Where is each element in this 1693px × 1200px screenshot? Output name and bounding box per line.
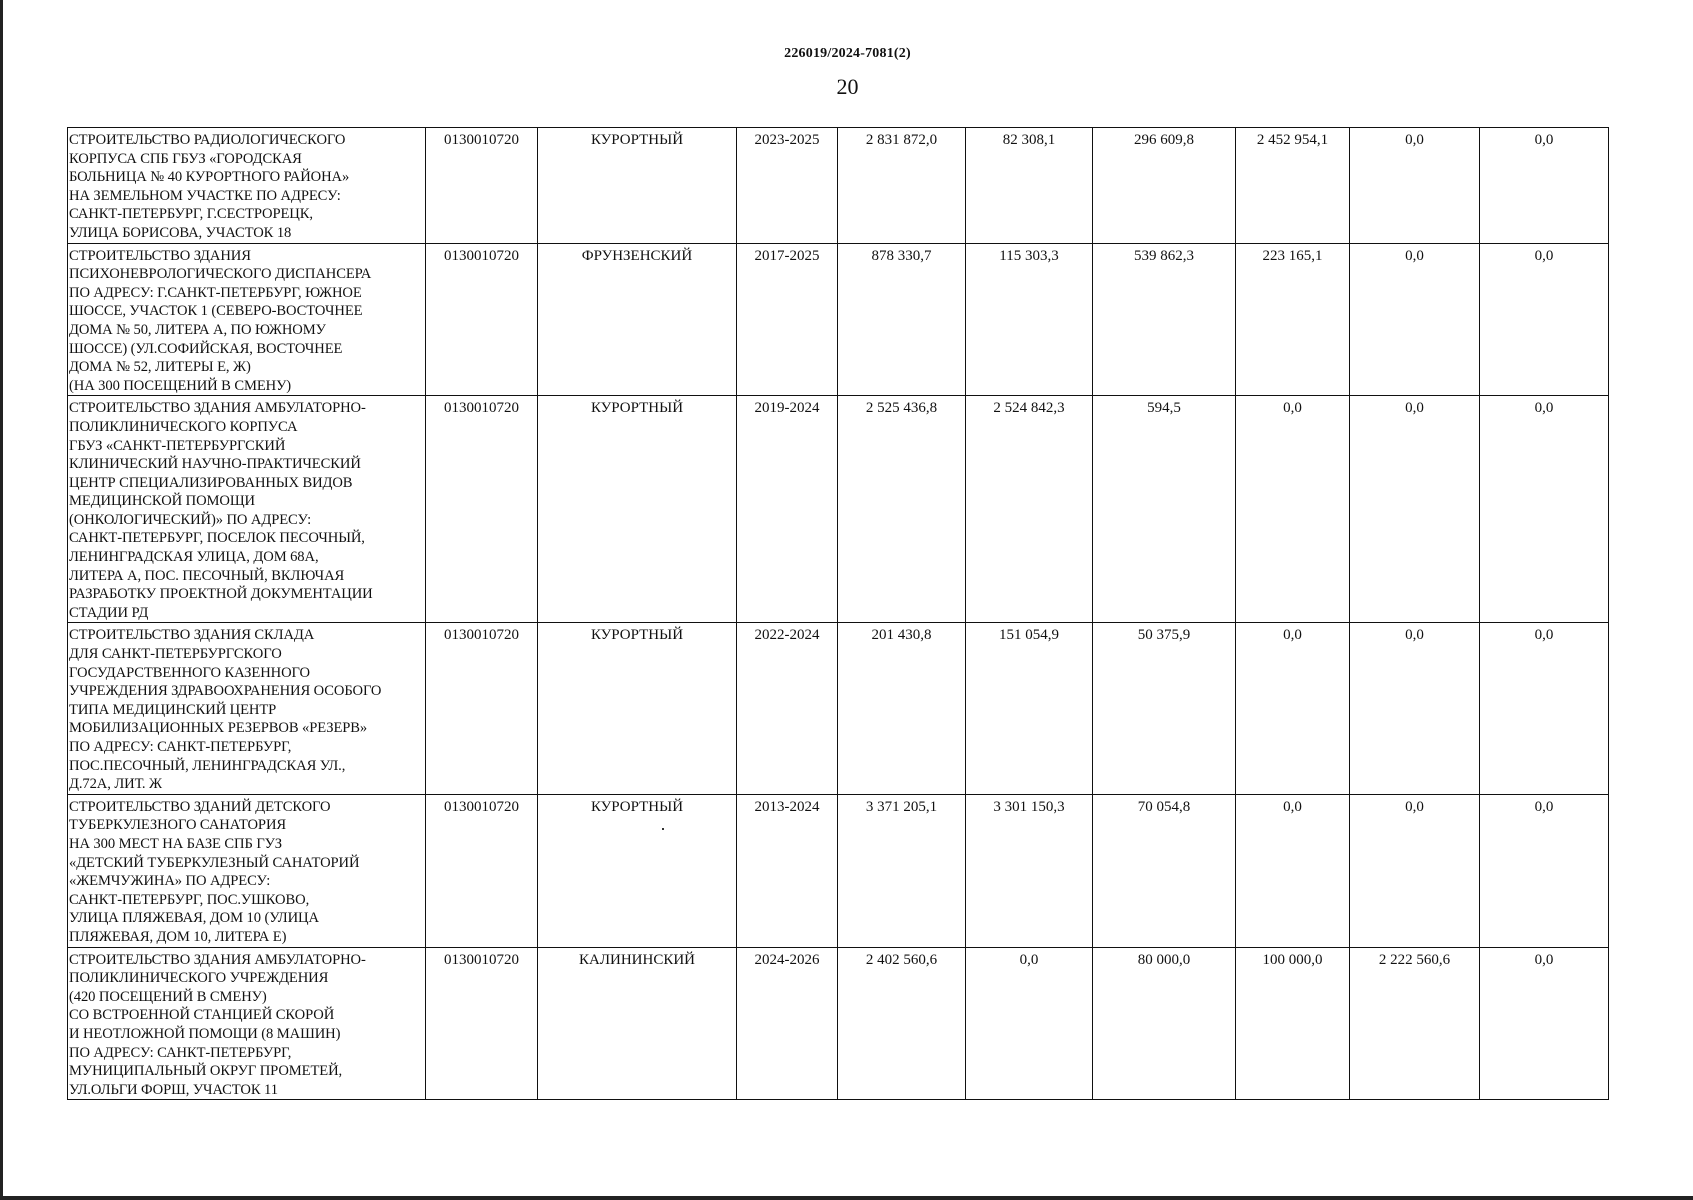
- table-row: [68, 128, 1609, 244]
- value-cell: 0,0: [1350, 794, 1480, 947]
- page-scan-edge-bottom: [0, 1196, 1693, 1200]
- value-cell: 594,5: [1093, 396, 1236, 623]
- object-name-cell: СТРОИТЕЛЬСТВО ЗДАНИЯ АМБУЛАТОРНО- ПОЛИКЛИНИЧЕСКОГО КОРПУСА ГБУЗ «САНКТ-ПЕТЕРБУРГСКИЙ КЛИНИЧЕСКИЙ НАУЧНО-ПРАКТИЧЕСКИЙ ЦЕНТР СПЕЦИАЛИЗИРОВАННЫХ ВИДОВ МЕДИЦИНСКОЙ ПОМОЩИ (ОНКОЛОГИЧЕСКИЙ)» ПО АДРЕСУ: САНКТ-ПЕТЕРБУРГ, ПОСЕЛОК ПЕСОЧНЫЙ, ЛЕНИНГРАДСКАЯ УЛИЦА, ДОМ 68А, ЛИТЕРА А, ПОС. ПЕСОЧНЫЙ, ВКЛЮЧАЯ РАЗРАБОТКУ ПРОЕКТНОЙ ДОКУМЕНТАЦИИ СТАДИИ РД: [68, 396, 426, 623]
- value-cell: 223 165,1: [1236, 243, 1350, 396]
- value-cell: 0,0: [1350, 623, 1480, 794]
- value-cell: 2 525 436,8: [838, 396, 966, 623]
- code-cell: 0130010720: [426, 396, 538, 623]
- value-cell: 0,0: [1350, 396, 1480, 623]
- page-scan-edge-left: [0, 0, 3, 1200]
- object-name-cell: СТРОИТЕЛЬСТВО ЗДАНИЯ СКЛАДА ДЛЯ САНКТ-ПЕТЕРБУРГСКОГО ГОСУДАРСТВЕННОГО КАЗЕННОГО УЧРЕЖДЕНИЯ ЗДРАВООХРАНЕНИЯ ОСОБОГО ТИПА МЕДИЦИНСКИЙ ЦЕНТР МОБИЛИЗАЦИОННЫХ РЕЗЕРВОВ «РЕЗЕРВ» ПО АДРЕСУ: САНКТ-ПЕТЕРБУРГ, ПОС.ПЕСОЧНЫЙ, ЛЕНИНГРАДСКАЯ УЛ., Д.72А, ЛИТ. Ж: [68, 623, 426, 794]
- value-cell: 0,0: [1236, 794, 1350, 947]
- object-name-cell: СТРОИТЕЛЬСТВО РАДИОЛОГИЧЕСКОГО КОРПУСА СПБ ГБУЗ «ГОРОДСКАЯ БОЛЬНИЦА № 40 КУРОРТНОГО РАЙОНА» НА ЗЕМЕЛЬНОМ УЧАСТКЕ ПО АДРЕСУ: САНКТ-ПЕТЕРБУРГ, Г.СЕСТРОРЕЦК, УЛИЦА БОРИСОВА, УЧАСТОК 18: [68, 128, 426, 244]
- document-number: 226019/2024-7081(2): [784, 46, 911, 61]
- value-cell: 82 308,1: [966, 128, 1093, 244]
- value-cell: 539 862,3: [1093, 243, 1236, 396]
- investment-table: [67, 127, 1609, 1100]
- value-cell: 2 831 872,0: [838, 128, 966, 244]
- period-cell: 2024-2026: [737, 947, 838, 1100]
- table-row: [68, 947, 1609, 1100]
- value-cell: 3 371 205,1: [838, 794, 966, 947]
- value-cell: 0,0: [1480, 794, 1609, 947]
- code-cell: 0130010720: [426, 794, 538, 947]
- table-row: [68, 794, 1609, 947]
- value-cell: 50 375,9: [1093, 623, 1236, 794]
- value-cell: 0,0: [1480, 243, 1609, 396]
- object-name-cell: СТРОИТЕЛЬСТВО ЗДАНИЯ ПСИХОНЕВРОЛОГИЧЕСКОГО ДИСПАНСЕРА ПО АДРЕСУ: Г.САНКТ-ПЕТЕРБУРГ, ЮЖНОЕ ШОССЕ, УЧАСТОК 1 (СЕВЕРО-ВОСТОЧНЕЕ ДОМА № 50, ЛИТЕРА А, ПО ЮЖНОМУ ШОССЕ) (УЛ.СОФИЙСКАЯ, ВОСТОЧНЕЕ ДОМА № 52, ЛИТЕРЫ Е, Ж) (НА 300 ПОСЕЩЕНИЙ В СМЕНУ): [68, 243, 426, 396]
- value-cell: 201 430,8: [838, 623, 966, 794]
- district-cell: КАЛИНИНСКИЙ: [538, 947, 737, 1100]
- period-cell: 2023-2025: [737, 128, 838, 244]
- value-cell: 0,0: [1480, 128, 1609, 244]
- page-number: 20: [836, 74, 859, 99]
- code-cell: 0130010720: [426, 947, 538, 1100]
- value-cell: 3 301 150,3: [966, 794, 1093, 947]
- value-cell: 0,0: [1480, 623, 1609, 794]
- value-cell: 2 402 560,6: [838, 947, 966, 1100]
- district-cell: КУРОРТНЫЙ: [538, 623, 737, 794]
- value-cell: 100 000,0: [1236, 947, 1350, 1100]
- value-cell: 151 054,9: [966, 623, 1093, 794]
- table-row: [68, 396, 1609, 623]
- value-cell: 296 609,8: [1093, 128, 1236, 244]
- value-cell: 115 303,3: [966, 243, 1093, 396]
- value-cell: 70 054,8: [1093, 794, 1236, 947]
- period-cell: 2022-2024: [737, 623, 838, 794]
- period-cell: 2013-2024: [737, 794, 838, 947]
- scan-speck: [662, 828, 664, 830]
- value-cell: 2 524 842,3: [966, 396, 1093, 623]
- value-cell: 0,0: [1236, 396, 1350, 623]
- value-cell: 2 452 954,1: [1236, 128, 1350, 244]
- value-cell: 0,0: [1480, 396, 1609, 623]
- value-cell: 878 330,7: [838, 243, 966, 396]
- object-name-cell: СТРОИТЕЛЬСТВО ЗДАНИЯ АМБУЛАТОРНО- ПОЛИКЛИНИЧЕСКОГО УЧРЕЖДЕНИЯ (420 ПОСЕЩЕНИЙ В СМЕНУ) СО ВСТРОЕННОЙ СТАНЦИЕЙ СКОРОЙ И НЕОТЛОЖНОЙ ПОМОЩИ (8 МАШИН) ПО АДРЕСУ: САНКТ-ПЕТЕРБУРГ, МУНИЦИПАЛЬНЫЙ ОКРУГ ПРОМЕТЕЙ, УЛ.ОЛЬГИ ФОРШ, УЧАСТОК 11: [68, 947, 426, 1100]
- value-cell: 80 000,0: [1093, 947, 1236, 1100]
- code-cell: 0130010720: [426, 623, 538, 794]
- district-cell: КУРОРТНЫЙ: [538, 396, 737, 623]
- period-cell: 2019-2024: [737, 396, 838, 623]
- value-cell: 0,0: [1236, 623, 1350, 794]
- value-cell: 0,0: [1480, 947, 1609, 1100]
- value-cell: 0,0: [1350, 243, 1480, 396]
- object-name-cell: СТРОИТЕЛЬСТВО ЗДАНИЙ ДЕТСКОГО ТУБЕРКУЛЕЗНОГО САНАТОРИЯ НА 300 МЕСТ НА БАЗЕ СПБ ГУЗ «ДЕТСКИЙ ТУБЕРКУЛЕЗНЫЙ САНАТОРИЙ «ЖЕМЧУЖИНА» ПО АДРЕСУ: САНКТ-ПЕТЕРБУРГ, ПОС.УШКОВО, УЛИЦА ПЛЯЖЕВАЯ, ДОМ 10 (УЛИЦА ПЛЯЖЕВАЯ, ДОМ 10, ЛИТЕРА Е): [68, 794, 426, 947]
- code-cell: 0130010720: [426, 128, 538, 244]
- district-cell: КУРОРТНЫЙ: [538, 128, 737, 244]
- code-cell: 0130010720: [426, 243, 538, 396]
- value-cell: 2 222 560,6: [1350, 947, 1480, 1100]
- table-row: [68, 243, 1609, 396]
- value-cell: 0,0: [966, 947, 1093, 1100]
- period-cell: 2017-2025: [737, 243, 838, 396]
- district-cell: КУРОРТНЫЙ: [538, 794, 737, 947]
- table-row: [68, 623, 1609, 794]
- value-cell: 0,0: [1350, 128, 1480, 244]
- district-cell: ФРУНЗЕНСКИЙ: [538, 243, 737, 396]
